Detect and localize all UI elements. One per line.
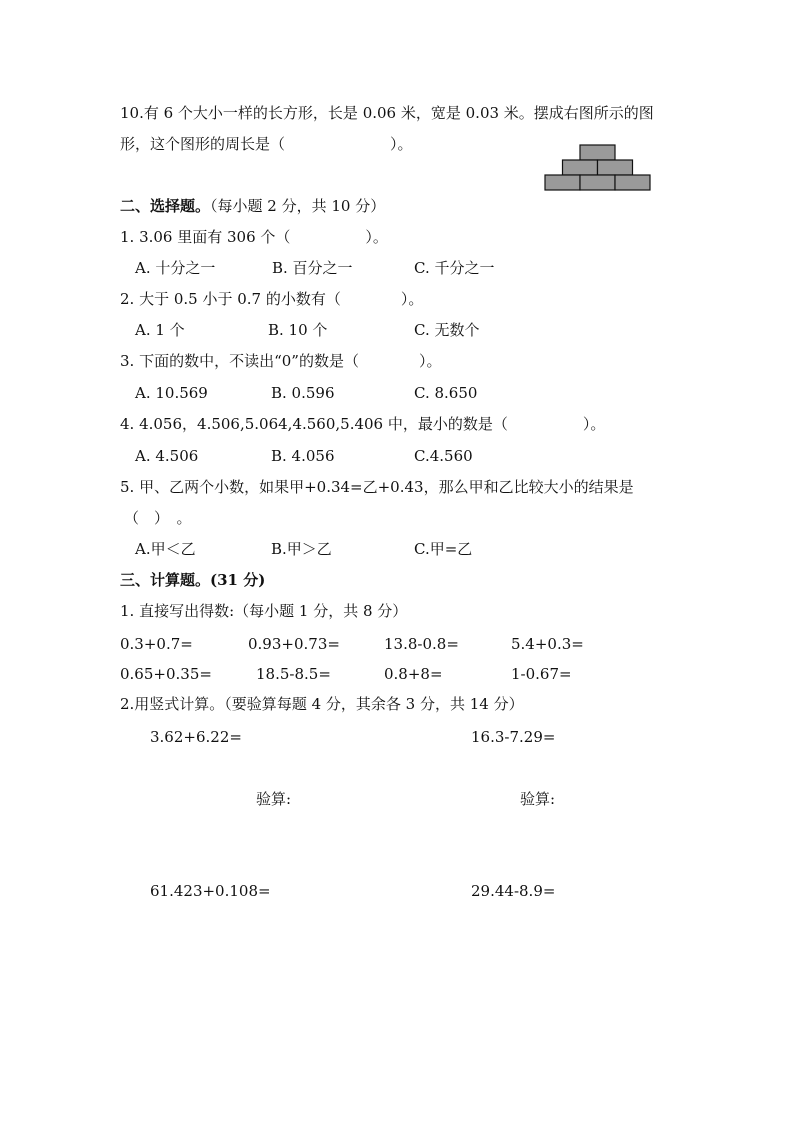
mental-calc-5: 0.65+0.35=	[120, 665, 212, 683]
vertical-calc-4: 29.44-8.9=	[471, 882, 556, 900]
q1-stem: 1. 3.06 里面有 306 个（ ）。	[120, 228, 388, 246]
brick-top	[580, 145, 615, 160]
q3-option-a: A. 10.569	[135, 384, 208, 402]
brick-bottom-right	[615, 175, 650, 190]
section2-title: 二、选择题。	[120, 197, 211, 215]
q1-option-b: B. 百分之一	[272, 259, 353, 277]
vertical-calc-3: 61.423+0.108=	[150, 882, 271, 900]
brick-bottom-left	[545, 175, 580, 190]
check-label-1: 验算:	[256, 790, 292, 808]
brick-middle-left	[563, 160, 598, 175]
mental-calc-4: 5.4+0.3=	[511, 635, 584, 653]
mental-calc-7: 0.8+8=	[384, 665, 443, 683]
section2-note: （每小题 2 分，共 10 分）	[210, 197, 386, 215]
mental-calc-8: 1-0.67=	[511, 665, 572, 683]
mental-calc-3: 13.8-0.8=	[384, 635, 459, 653]
mental-calc-2: 0.93+0.73=	[248, 635, 340, 653]
mental-calc-6: 18.5-8.5=	[256, 665, 331, 683]
q5-stem-continued: （ ） 。	[124, 509, 192, 527]
q1-option-c: C. 千分之一	[414, 259, 495, 277]
part1-title: 1. 直接写出得数:（每小题 1 分，共 8 分）	[120, 602, 408, 620]
q5-stem: 5. 甲、乙两个小数，如果甲+0.34=乙+0.43，那么甲和乙比较大小的结果是	[120, 478, 634, 496]
q5-option-a: A.甲＜乙	[135, 540, 196, 558]
section3-title: 三、计算题。(31 分)	[120, 571, 266, 589]
q3-option-c: C. 8.650	[414, 384, 478, 402]
q2-option-c: C. 无数个	[414, 321, 480, 339]
q2-option-a: A. 1 个	[135, 321, 185, 339]
brick-bottom-middle	[580, 175, 615, 190]
part2-title: 2.用竖式计算。（要验算每题 4 分，其余各 3 分，共 14 分）	[120, 695, 524, 713]
brick-middle-right	[598, 160, 633, 175]
q2-stem: 2. 大于 0.5 小于 0.7 的小数有（ ）。	[120, 290, 424, 308]
q10-line2: 形，这个图形的周长是（ ）。	[120, 135, 413, 153]
vertical-calc-2: 16.3-7.29=	[471, 728, 556, 746]
mental-calc-1: 0.3+0.7=	[120, 635, 193, 653]
q4-option-c: C.4.560	[414, 447, 473, 465]
q5-option-c: C.甲=乙	[414, 540, 473, 558]
q2-option-b: B. 10 个	[268, 321, 328, 339]
section2-heading	[120, 196, 385, 216]
q1-option-a: A. 十分之一	[135, 259, 216, 277]
check-label-2: 验算:	[520, 790, 556, 808]
q3-option-b: B. 0.596	[271, 384, 335, 402]
q10-line1: 10.有 6 个大小一样的长方形，长是 0.06 米，宽是 0.03 米。摆成右图所示的图	[120, 104, 654, 122]
q4-stem: 4. 4.056，4.506,5.064,4.560,5.406 中，最小的数是（ ）。	[120, 415, 606, 433]
q4-option-b: B. 4.056	[271, 447, 335, 465]
q3-stem: 3. 下面的数中，不读出“0”的数是（ ）。	[120, 352, 442, 370]
vertical-calc-1: 3.62+6.22=	[150, 728, 242, 746]
brick-pyramid-figure	[544, 144, 651, 191]
q4-option-a: A. 4.506	[135, 447, 199, 465]
q5-option-b: B.甲＞乙	[271, 540, 332, 558]
